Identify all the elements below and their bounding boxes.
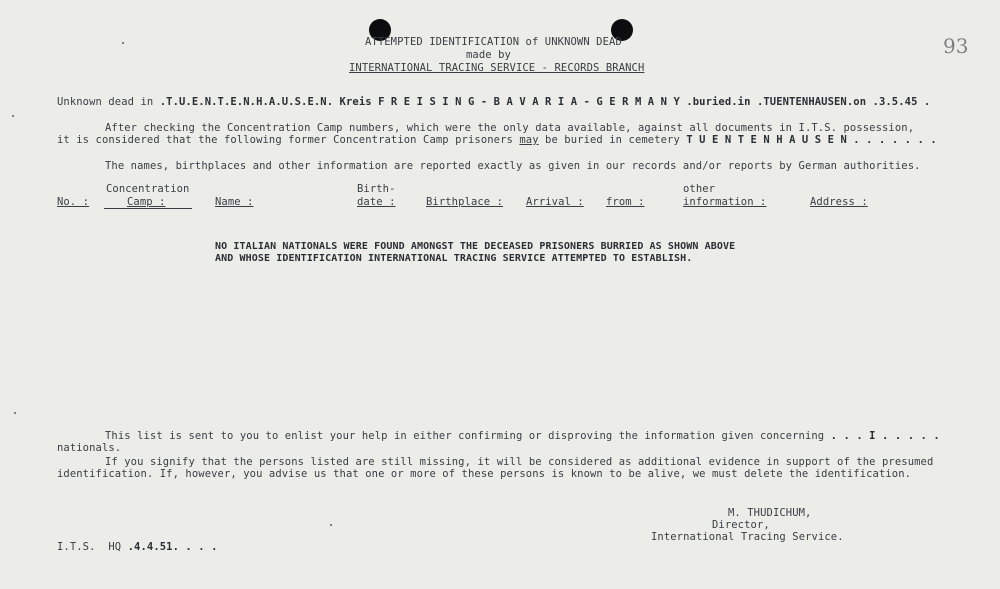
- paper-speck: [122, 42, 124, 44]
- header-title: ATTEMPTED IDENTIFICATION of UNKNOWN DEAD: [365, 36, 622, 48]
- closing-1-line-2: nationals.: [57, 442, 122, 454]
- signature-name: M. THUDICHUM,: [728, 507, 812, 519]
- paragraph-1-line-2: it is considered that the following former Concentration Camp prisoners may be buried in cemetery T U E N T E N H A U S E N . . . . . . .: [57, 134, 937, 146]
- notice-line-1: NO ITALIAN NATIONALS WERE FOUND AMONGST THE DECEASED PRISONERS BURRIED AS SHOWN ABOVE: [215, 241, 736, 252]
- footer-date: .4.4.51. . . .: [127, 541, 218, 553]
- footer-reference: I.T.S. HQ .4.4.51. . . .: [57, 541, 218, 553]
- signature-organization: International Tracing Service.: [651, 531, 844, 543]
- notice-line-2: AND WHOSE IDENTIFICATION INTERNATIONAL TRACING SERVICE ATTEMPTED TO ESTABLISH.: [215, 253, 693, 264]
- column-camp-top: Concentration: [106, 183, 190, 195]
- paragraph-1-line-1: After checking the Concentration Camp numbers, which were the only data available, against all documents in I.T.S. possession,: [105, 122, 915, 134]
- column-camp: Camp :: [127, 196, 166, 208]
- header-made-by: made by: [466, 49, 511, 61]
- column-birthdate: date :: [357, 196, 396, 208]
- column-name: Name :: [215, 196, 254, 208]
- signature-title: Director,: [712, 519, 770, 531]
- column-address: Address :: [810, 196, 868, 208]
- paper-speck: [330, 524, 332, 526]
- column-other-top: other: [683, 183, 716, 195]
- paper-speck: [14, 412, 16, 414]
- closing-1-line-1: This list is sent to you to enlist your help in either confirming or disproving the information given concerning . . . I . . . . .: [105, 430, 940, 442]
- column-other: information :: [683, 196, 767, 208]
- word-may: may: [519, 134, 539, 146]
- column-no: No. :: [57, 196, 90, 208]
- nationality-blank: . . . I . . . . .: [830, 430, 940, 442]
- paragraph-2: The names, birthplaces and other information are reported exactly as given in our records and/or reports by German authorities.: [105, 160, 921, 172]
- unknown-dead-place: .T.U.E.N.T.E.N.H.A.U.S.E.N. Kreis F R E I S I N G - B A V A R I A - G E R M A N Y .buried.in .TUENTENHAUSEN.on .3.5.45 .: [159, 96, 931, 108]
- unknown-dead-line: [57, 96, 930, 108]
- closing-2-line-2: identification. If, however, you advise us that one or more of these persons is known to be alive, we must delete the identification.: [57, 468, 912, 480]
- camp-underline: [104, 208, 192, 209]
- cemetery-name: T U E N T E N H A U S E N . . . . . . .: [686, 134, 937, 146]
- closing-2-line-1: If you signify that the persons listed are still missing, it will be considered as additional evidence in support of the presumed: [105, 456, 934, 468]
- column-from: from :: [606, 196, 645, 208]
- page-number: 93: [943, 34, 969, 58]
- paper-speck: [12, 115, 14, 117]
- column-arrival: Arrival :: [526, 196, 584, 208]
- unknown-dead-prefix: Unknown dead in: [57, 96, 160, 108]
- column-birthplace: Birthplace :: [426, 196, 504, 208]
- column-birth-top: Birth-: [357, 183, 396, 195]
- header-organization: INTERNATIONAL TRACING SERVICE - RECORDS BRANCH: [349, 62, 645, 74]
